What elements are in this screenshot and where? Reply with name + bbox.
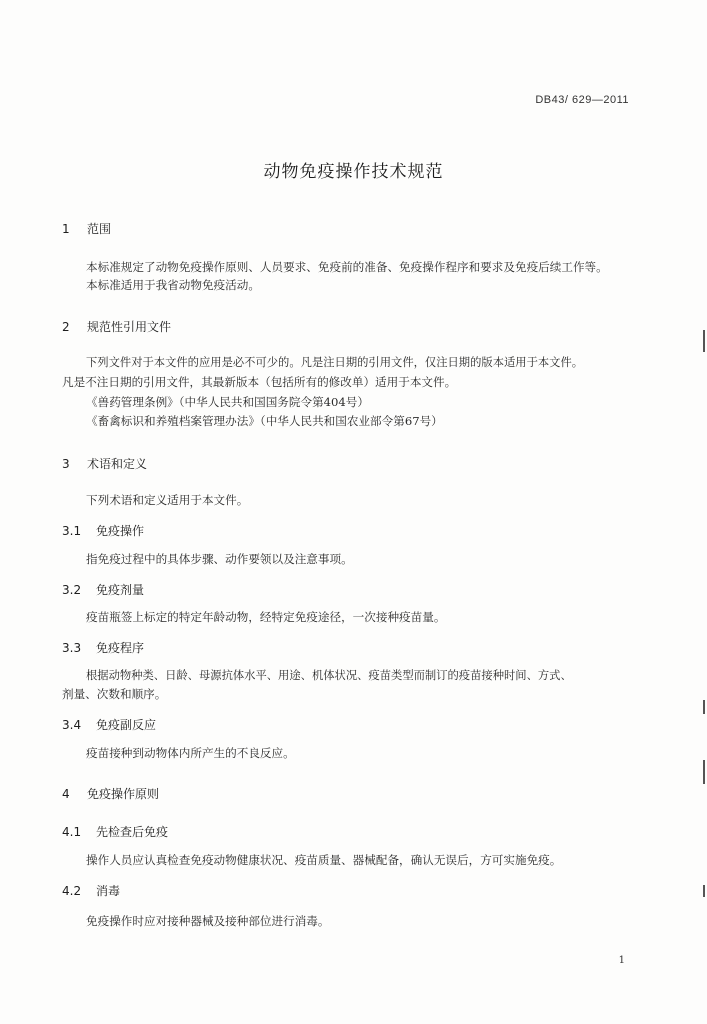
section-number: 4.1 bbox=[62, 825, 82, 839]
section-title: 免疫操作 bbox=[96, 524, 145, 538]
section-number: 3.1 bbox=[62, 524, 82, 538]
document-code: DB43/ 629—2011 bbox=[535, 94, 629, 106]
paragraph: 下列文件对于本文件的应用是必不可少的。凡是注日期的引用文件，仅注日期的版本适用于本文件。 bbox=[86, 356, 584, 369]
paragraph: 凡是不注日期的引用文件，其最新版本（包括所有的修改单）适用于本文件。 bbox=[62, 375, 457, 389]
section-number: 4.2 bbox=[62, 884, 82, 898]
section-number: 3.4 bbox=[62, 718, 82, 732]
paragraph: 下列术语和定义适用于本文件。 bbox=[86, 493, 249, 507]
section-title: 规范性引用文件 bbox=[87, 320, 172, 334]
section-4-2-heading bbox=[62, 882, 120, 899]
document-title: 动物免疫操作技术规范 bbox=[263, 162, 444, 182]
scan-artifact bbox=[703, 330, 705, 352]
paragraph: 疫苗接种到动物体内所产生的不良反应。 bbox=[86, 746, 295, 760]
section-number: 1 bbox=[62, 222, 70, 236]
section-3-1-heading bbox=[62, 522, 144, 539]
section-3-heading bbox=[62, 455, 147, 472]
section-3-3-heading bbox=[62, 639, 144, 656]
section-4-1-heading bbox=[62, 823, 168, 840]
section-1-heading bbox=[62, 220, 111, 237]
section-number: 2 bbox=[62, 320, 70, 334]
scan-artifact bbox=[703, 885, 705, 897]
section-title: 免疫剂量 bbox=[96, 583, 145, 597]
section-3-2-heading bbox=[62, 581, 144, 598]
section-title: 免疫操作原则 bbox=[87, 787, 160, 801]
section-title: 免疫副反应 bbox=[96, 718, 157, 732]
paragraph: 疫苗瓶签上标定的特定年龄动物，经特定免疫途径，一次接种疫苗量。 bbox=[86, 610, 446, 624]
paragraph: 剂量、次数和顺序。 bbox=[62, 687, 167, 701]
paragraph: 操作人员应认真检查免疫动物健康状况、疫苗质量、器械配备，确认无误后，方可实施免疫。 bbox=[86, 853, 562, 867]
section-title: 消毒 bbox=[96, 884, 121, 898]
section-number: 3 bbox=[62, 457, 70, 471]
section-number: 3.3 bbox=[62, 641, 82, 655]
paragraph: 本标准规定了动物免疫操作原则、人员要求、免疫前的准备、免疫操作程序和要求及免疫后续工作等。 bbox=[86, 260, 608, 274]
page-number: 1 bbox=[618, 955, 625, 966]
section-number: 4 bbox=[62, 787, 70, 801]
section-title: 免疫程序 bbox=[96, 641, 145, 655]
scan-artifact bbox=[703, 760, 705, 784]
section-3-4-heading bbox=[62, 716, 156, 733]
section-number: 3.2 bbox=[62, 583, 82, 597]
paragraph: 免疫操作时应对接种器械及接种部位进行消毒。 bbox=[86, 914, 330, 928]
section-title: 范围 bbox=[87, 222, 112, 236]
paragraph: 指免疫过程中的具体步骤、动作要领以及注意事项。 bbox=[86, 552, 353, 566]
section-title: 先检查后免疫 bbox=[96, 825, 169, 839]
section-4-heading bbox=[62, 785, 159, 802]
reference-item: 《兽药管理条例》（中华人民共和国国务院令第404号） bbox=[86, 395, 369, 409]
section-2-heading bbox=[62, 318, 171, 335]
paragraph: 根据动物种类、日龄、母源抗体水平、用途、机体状况、疫苗类型而制订的疫苗接种时间、方式、 bbox=[86, 669, 572, 682]
paragraph: 本标准适用于我省动物免疫活动。 bbox=[86, 278, 260, 292]
reference-item: 《畜禽标识和养殖档案管理办法》（中华人民共和国农业部令第67号） bbox=[86, 414, 443, 428]
section-title: 术语和定义 bbox=[87, 457, 148, 471]
scan-artifact bbox=[703, 700, 705, 714]
